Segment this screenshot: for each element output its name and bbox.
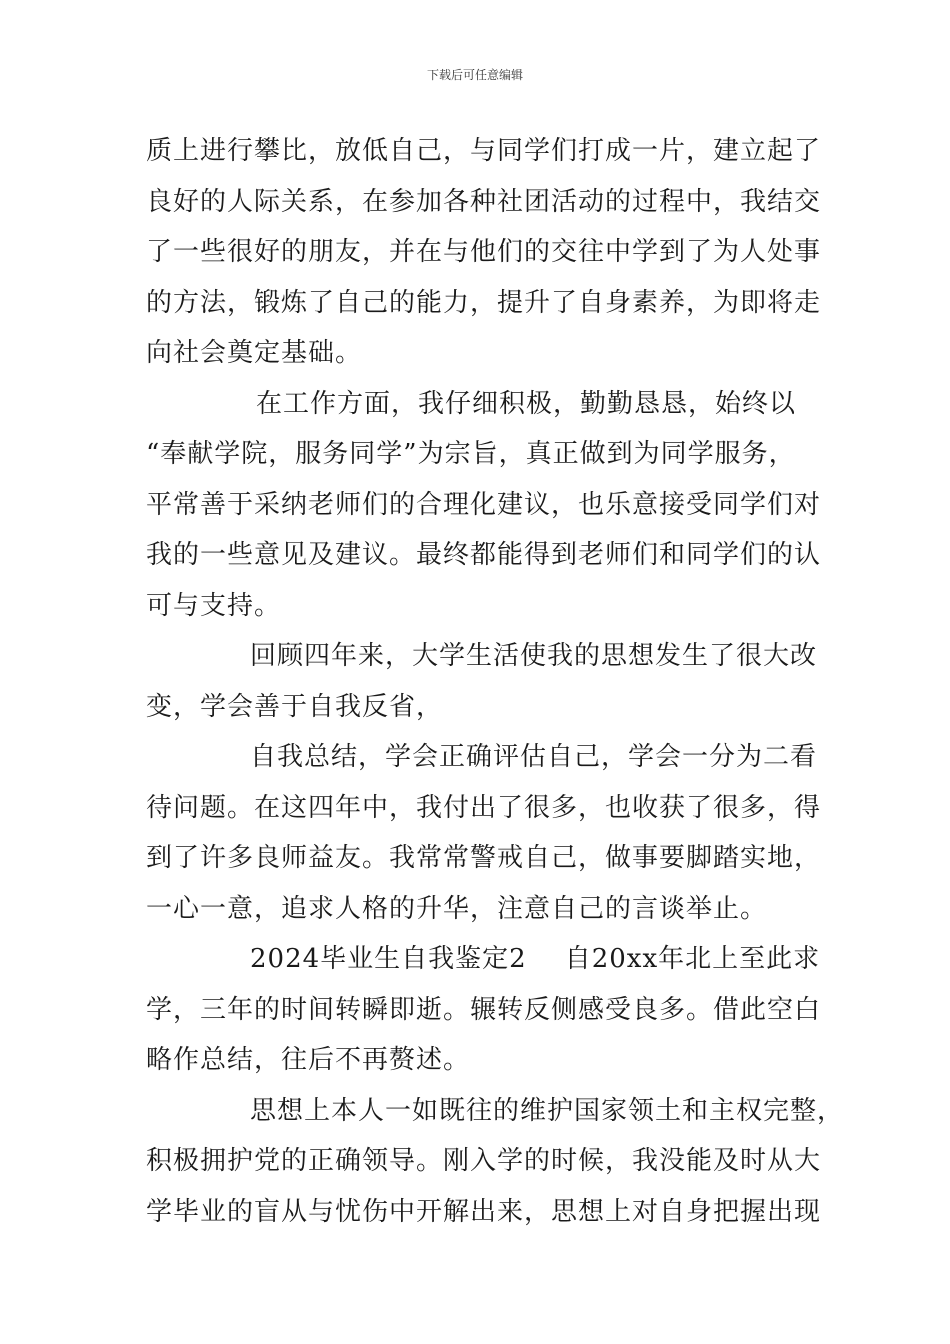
text-line: 积极拥护党的正确领导。刚入学的时候，我没能及时从大 bbox=[146, 1146, 822, 1176]
paragraph-start-line: 回顾四年来，大学生活使我的思想发生了很大改 bbox=[250, 641, 818, 671]
page-header: 下载后可任意编辑 bbox=[426, 68, 523, 82]
text-line: 我的一些意见及建议。最终都能得到老师们和同学们的认 bbox=[146, 540, 822, 570]
text-line: 了一些很好的朋友，并在与他们的交往中学到了为人处事 bbox=[146, 237, 822, 267]
text-line: 略作总结，往后不再赘述。 bbox=[146, 1045, 471, 1075]
paragraph-start-line: 思想上本人一如既往的维护国家领土和主权完整， bbox=[250, 1095, 845, 1126]
text-line: 向社会奠定基础。 bbox=[146, 338, 363, 368]
text-line: 的方法，锻炼了自己的能力，提升了自身素养，为即将走 bbox=[146, 287, 822, 318]
text-line: 变，学会善于自我反省， bbox=[146, 691, 444, 722]
section-first-sentence: 自20xx年北上至此求 bbox=[564, 944, 821, 974]
section-title-line bbox=[146, 934, 821, 985]
document-body bbox=[146, 126, 845, 1237]
text-line: 到了许多良师益友。我常常警戒自己，做事要脚踏实地， bbox=[146, 843, 822, 873]
section-title: 2024毕业生自我鉴定2 bbox=[250, 944, 527, 974]
text-line: 一心一意，追求人格的升华，注意自己的言谈举止。 bbox=[146, 893, 768, 924]
text-line: 良好的人际关系，在参加各种社团活动的过程中，我结交 bbox=[146, 186, 822, 217]
text-line: “奉献学院，服务同学”为宗旨，真正做到为同学服务， bbox=[146, 439, 796, 469]
text-line: 可与支持。 bbox=[146, 590, 282, 621]
text-line: 质上进行攀比，放低自己，与同学们打成一片，建立起了 bbox=[146, 136, 822, 166]
text-line: 学毕业的盲从与忧伤中开解出来，思想上对自身把握出现 bbox=[146, 1196, 822, 1227]
text-line: 平常善于采纳老师们的合理化建议，也乐意接受同学们对 bbox=[146, 489, 822, 520]
text-line: 待问题。在这四年中，我付出了很多，也收获了很多，得 bbox=[146, 792, 822, 823]
paragraph-start-line: 在工作方面，我仔细积极，勤勤恳恳，始终以 bbox=[256, 388, 797, 419]
paragraph-start-line: 自我总结，学会正确评估自己，学会一分为二看 bbox=[250, 742, 818, 772]
text-line: 学，三年的时间转瞬即逝。辗转反侧感受良多。借此空白 bbox=[146, 994, 822, 1025]
